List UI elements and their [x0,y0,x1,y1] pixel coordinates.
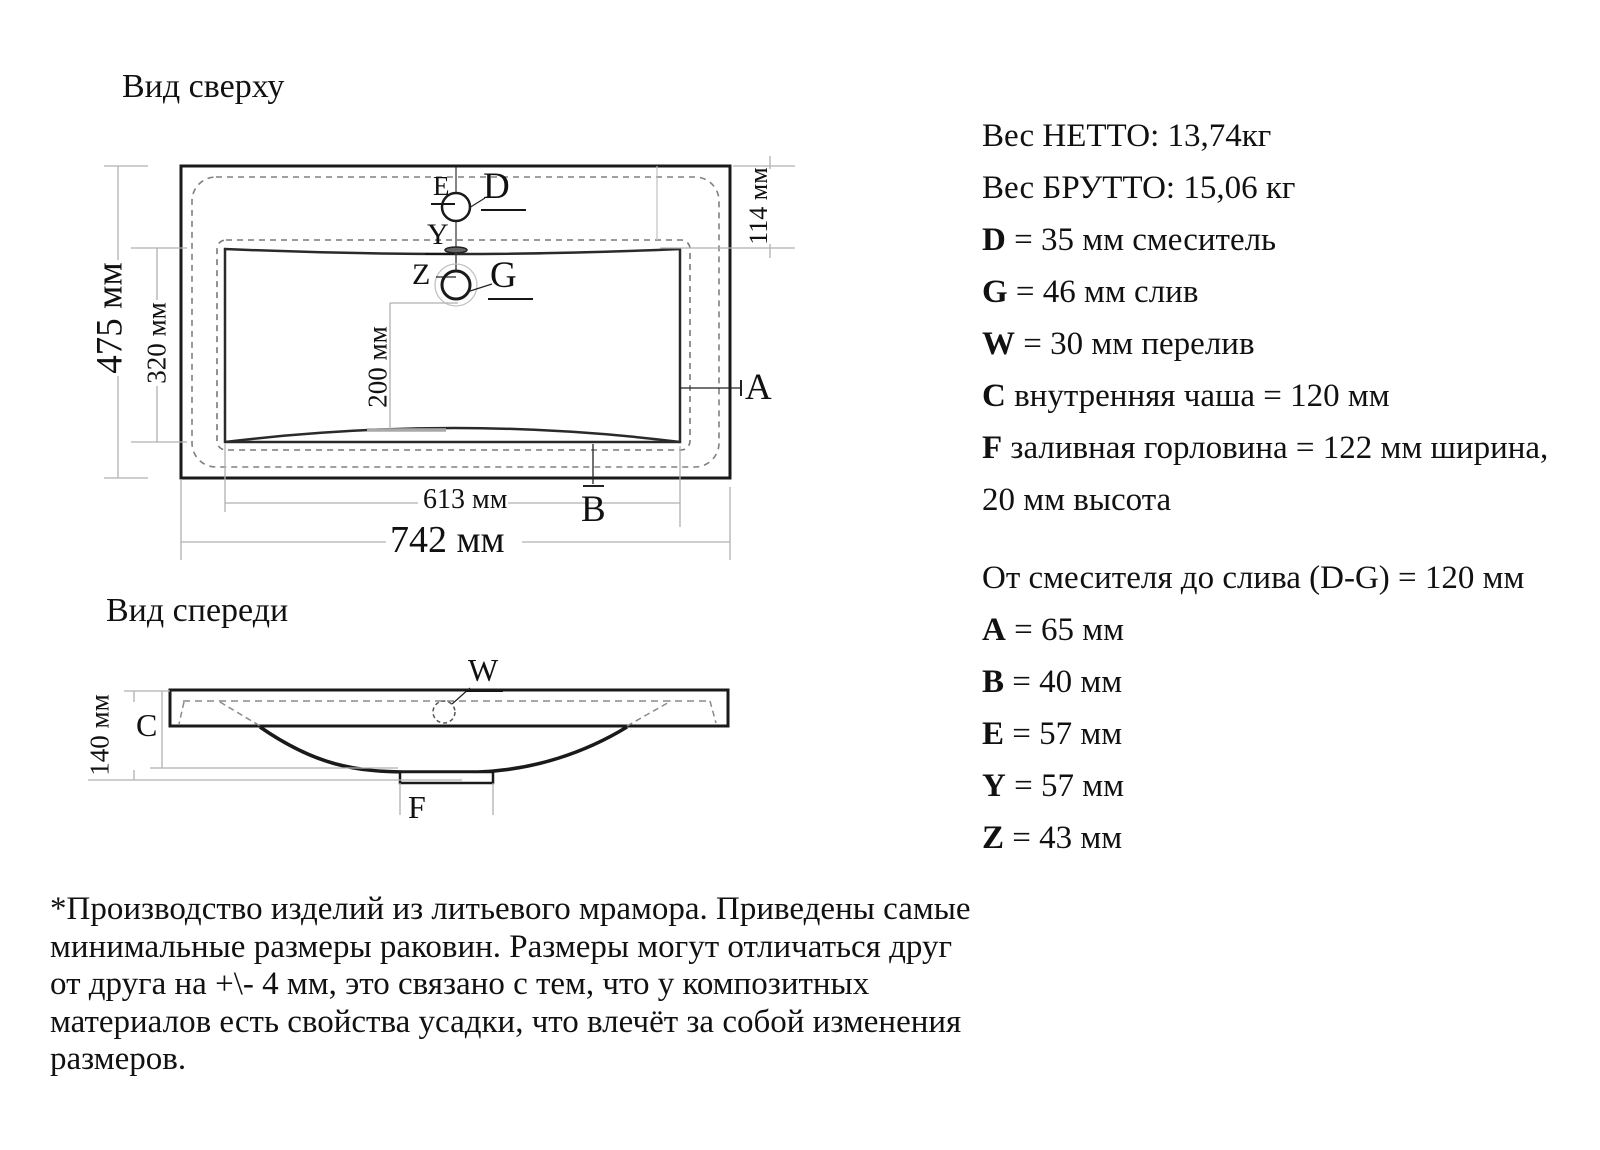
label-c: C [136,707,158,743]
dim-200: 200 мм [362,326,393,408]
spec-dg-distance: От смесителя до слива (D-G) = 120 мм [982,560,1525,596]
note-line: материалов есть свойства усадки, что влечёт за собой изменения [50,1003,962,1040]
label-y: Y [425,218,454,255]
production-note [50,891,971,1079]
dim-140: 140 мм [84,694,115,776]
spec-f-height: 20 мм высота [982,482,1172,518]
label-a: A [745,367,772,408]
front-hidden-diag-r2 [710,701,716,723]
basin-bottom-curve [225,428,680,442]
front-drain-fitting [400,772,493,783]
spec-y: Y = 57 мм [982,768,1124,804]
front-view-title: Вид спереди [106,592,289,629]
front-hidden-diag-l2 [220,702,260,726]
note-line: размеров. [50,1041,187,1077]
front-overflow-circle [433,701,455,723]
label-b: B [581,489,606,530]
dim-475: 475 мм [89,262,131,374]
spec-z: Z = 43 мм [982,820,1123,856]
spec-e: E = 57 мм [982,716,1123,752]
drain-hole [442,271,470,299]
note-line: от друга на +\- 4 мм, это связано с тем, что у композитных [50,966,870,1002]
front-slab [170,690,728,726]
front-hidden-diag-r1 [627,701,671,726]
dim-742: 742 мм [390,519,505,561]
dim-114: 114 мм [744,167,773,245]
note-line: *Производство изделий из литьевого мрамора. Приведены самые [50,891,971,927]
top-view-title: Вид сверху [122,68,285,105]
spec-w: W = 30 мм перелив [982,326,1255,362]
spec-c: C внутренняя чаша = 120 мм [982,378,1390,414]
dim-320: 320 мм [141,302,172,384]
label-f: F [408,789,426,825]
label-d: D [481,165,526,211]
label-g: G [488,254,533,300]
front-hidden-diag-l1 [179,702,184,724]
spec-g: G = 46 мм слив [982,274,1199,310]
spec-gap [982,526,1548,552]
spec-b: B = 40 мм [982,664,1123,700]
label-w: W [466,652,503,692]
label-z: Z [412,258,431,291]
note-line: минимальные размеры раковин. Размеры могут отличаться друг [50,928,953,965]
spec-list [982,110,1548,864]
label-e: E [431,171,455,205]
spec-gross-weight: Вес БРУТТО: 15,06 кг [982,170,1296,206]
front-bowl-curve [260,727,627,772]
spec-f: F заливная горловина = 122 мм ширина, [982,430,1549,466]
dim-613: 613 мм [423,484,508,515]
spec-net-weight: Вес НЕТТО: 13,74кг [982,118,1272,154]
spec-d: D = 35 мм смеситель [982,222,1277,258]
spec-a: A = 65 мм [982,612,1124,648]
